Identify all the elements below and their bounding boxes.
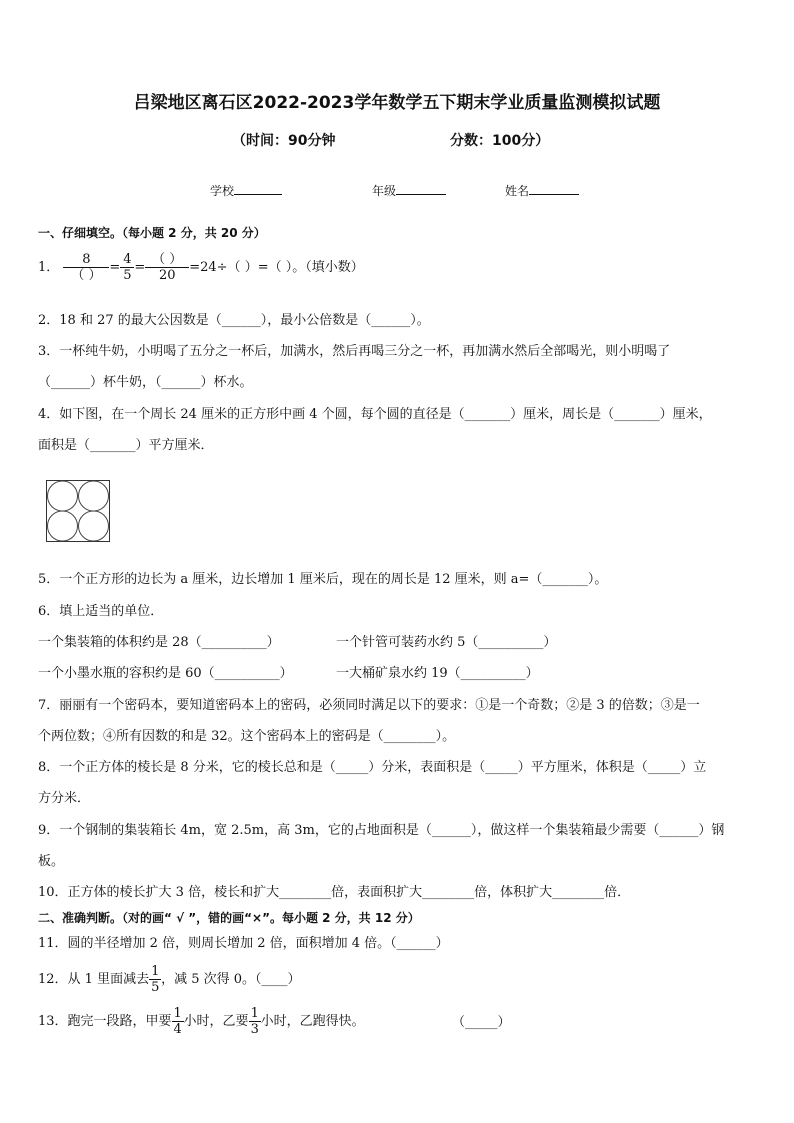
question-12-post: ，减 5 次得 0。（____） <box>161 972 301 987</box>
fraction-denominator: 5 <box>123 268 132 283</box>
fraction-denominator: 20 <box>158 268 176 283</box>
fraction-numerator: 4 <box>120 252 134 268</box>
four-circles-in-square-icon <box>46 480 110 542</box>
question-3-line-2: （______）杯牛奶，（______）杯水。 <box>38 375 253 390</box>
fraction-1-over-3 <box>249 1006 261 1037</box>
question-9-line-2: 板。 <box>38 854 65 869</box>
fraction-numerator: 8 <box>63 252 109 268</box>
fraction-denominator: 5 <box>151 980 160 995</box>
question-1-number: 1． <box>38 260 60 275</box>
question-6-d: 一大桶矿泉水约 19（__________） <box>336 666 539 681</box>
question-4-line-2: 面积是（_______）平方厘米． <box>38 438 214 453</box>
question-2: 2．18 和 27 的最大公因数是（______），最小公倍数是（______）。 <box>38 313 430 328</box>
school-field <box>210 182 282 199</box>
question-5: 5．一个正方形的边长为 a 厘米，边长增加 1 厘米后，现在的周长是 12 厘米，则 a=（_______）。 <box>38 572 608 587</box>
fraction-1-over-4 <box>172 1006 184 1037</box>
question-10: 10．正方体的棱长扩大 3 倍，棱长和扩大________倍，表面积扩大________倍，体积扩大________倍． <box>38 885 631 900</box>
fraction-blank-over-20 <box>145 252 189 283</box>
fraction-numerator: 1 <box>173 1006 182 1021</box>
question-13-mid: 小时，乙要 <box>183 1014 249 1029</box>
school-blank[interactable] <box>234 182 282 195</box>
question-9-line-1: 9．一个钢制的集装箱长 4m，宽 2.5m，高 3m，它的占地面积是（______），做这样一个集装箱最少需要（______）钢 <box>38 823 725 838</box>
question-7-line-2: 个两位数；④所有因数的和是 32。这个密码本上的密码是（________）。 <box>38 729 456 744</box>
question-1-tail: =24÷（ ）=（ ）。（填小数） <box>189 260 364 275</box>
fraction-4-over-5 <box>120 252 134 283</box>
grade-label: 年级 <box>372 184 397 198</box>
section-2-title: 二、准确判断。（对的画“ √ ”，错的画“×”。每小题 2 分，共 12 分） <box>38 911 420 925</box>
question-4-line-1: 4．如下图，在一个周长 24 厘米的正方形中画 4 个圆，每个圆的直径是（_______）厘米，周长是（_______）厘米， <box>38 407 712 422</box>
question-3-line-1: 3．一杯纯牛奶，小明喝了五分之一杯后，加满水，然后再喝三分之一杯，再加满水然后全部喝光，则小明喝了 <box>38 344 671 359</box>
fraction-denominator: 3 <box>250 1022 259 1037</box>
fraction-numerator: 1 <box>151 964 160 979</box>
school-label: 学校 <box>210 184 235 198</box>
grade-blank[interactable] <box>396 182 446 195</box>
question-6-b: 一个针管可装药水约 5（__________） <box>336 635 557 650</box>
name-field <box>505 182 579 199</box>
fraction-8-over-blank <box>63 252 109 283</box>
question-12-pre: 12．从 1 里面减去 <box>38 972 150 987</box>
grade-field <box>372 182 446 199</box>
question-13-post: 小时，乙跑得快。 <box>260 1014 365 1029</box>
name-label: 姓名 <box>505 184 530 198</box>
fraction-denominator: （ ） <box>71 268 102 283</box>
question-11: 11．圆的半径增加 2 倍，则周长增加 2 倍，面积增加 4 倍。（______） <box>38 936 449 951</box>
question-13-pre: 13．跑完一段路，甲要 <box>38 1014 172 1029</box>
question-6-c: 一个小墨水瓶的容积约是 60（__________） <box>38 666 293 681</box>
question-8-line-1: 8．一个正方体的棱长是 8 分米，它的棱长总和是（_____）分米，表面积是（_____）平方厘米，体积是（_____）立 <box>38 760 707 775</box>
question-7-line-1: 7．丽丽有一个密码本，要知道密码本上的密码，必须同时满足以下的要求：①是一个奇数；②是 3 的倍数；③是一 <box>38 698 700 713</box>
name-blank[interactable] <box>529 182 579 195</box>
fraction-numerator: （ ） <box>145 252 189 268</box>
section-1-title: 一、仔细填空。（每小题 2 分，共 20 分） <box>38 226 266 240</box>
question-6-a: 一个集装箱的体积约是 28（__________） <box>38 635 280 650</box>
exam-time: （时间：90分钟 <box>232 133 336 149</box>
question-13 <box>38 1006 365 1037</box>
question-6-title: 6．填上适当的单位． <box>38 604 164 619</box>
question-1: 1． $\frac{8}{( )}$ = $\frac{4}{5}$ = $\frac{( )}{20}$ =24÷（ ）=（ ）。（填小数） <box>38 252 364 283</box>
question-12 <box>38 964 301 995</box>
fraction-denominator: 4 <box>173 1022 182 1037</box>
question-8-line-2: 方分米． <box>38 791 91 806</box>
question-13-blank[interactable]: （_____） <box>452 1015 511 1030</box>
fraction-numerator: 1 <box>250 1006 259 1021</box>
exam-score: 分数：100分） <box>450 133 550 149</box>
exam-title: 吕梁地区离石区2022-2023学年数学五下期末学业质量监测模拟试题 <box>133 93 661 113</box>
fraction-1-over-5 <box>149 964 161 995</box>
